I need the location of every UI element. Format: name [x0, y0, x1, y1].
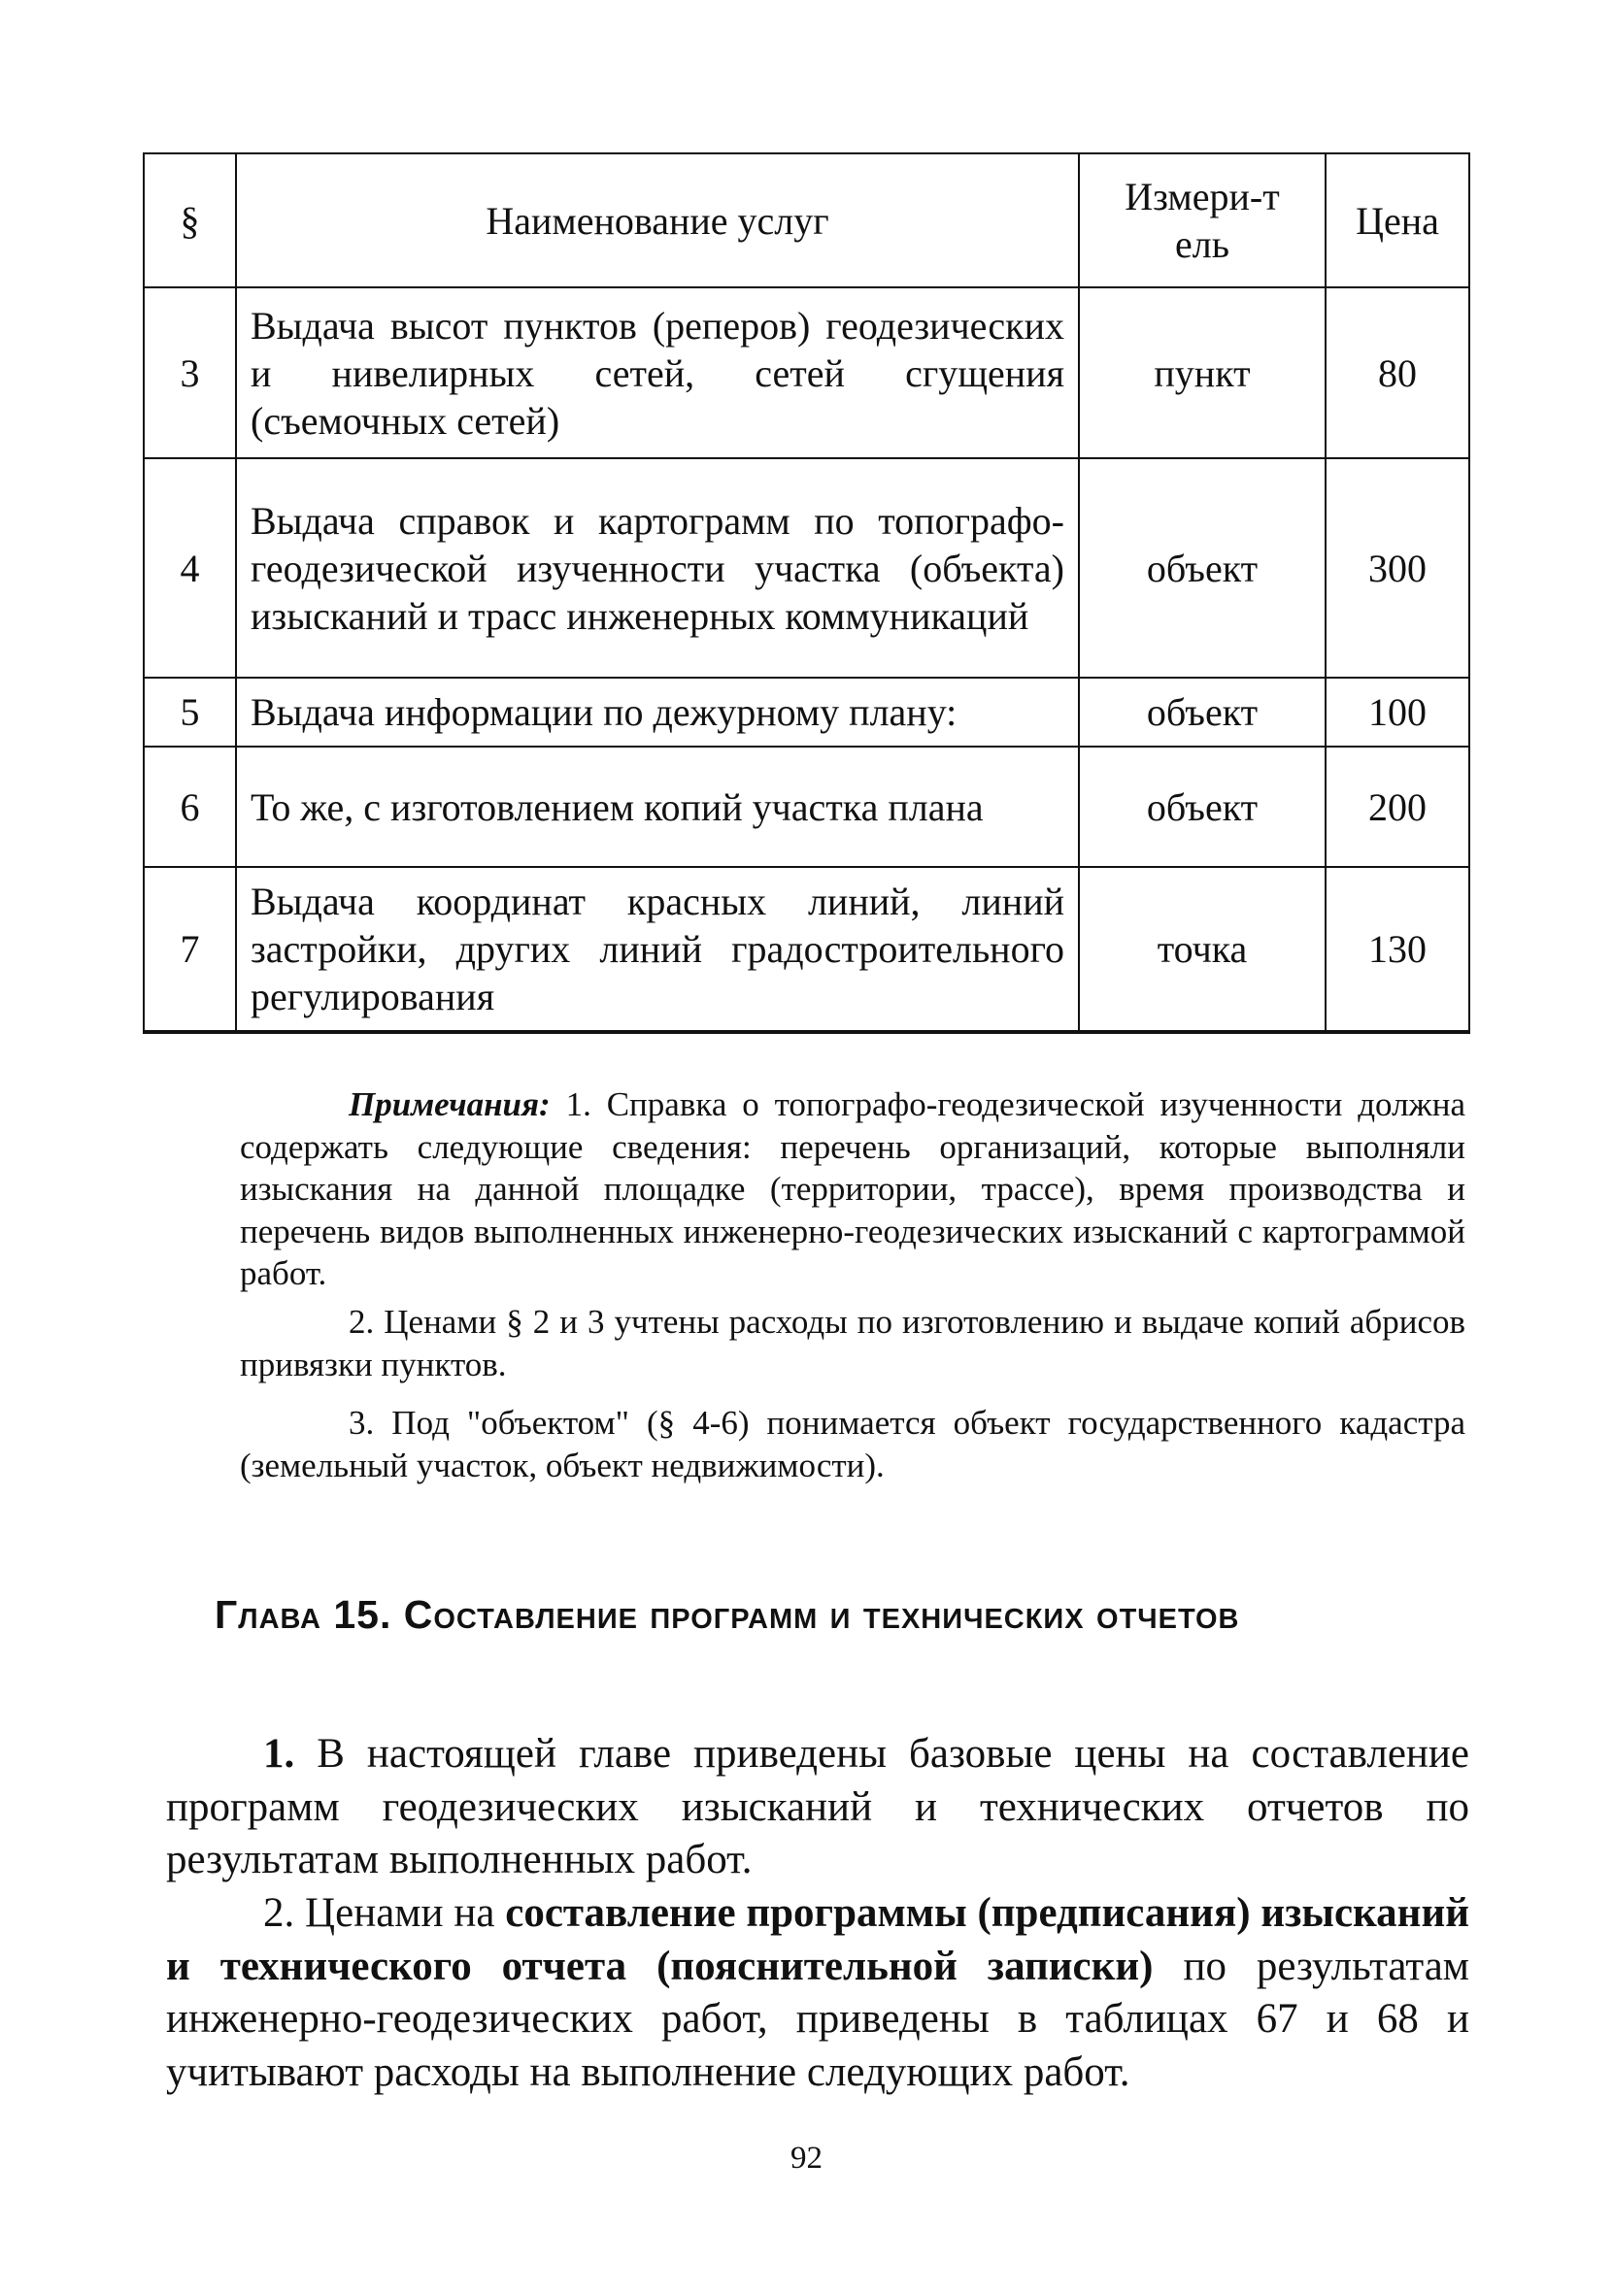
row-unit: точка	[1079, 867, 1326, 1032]
row-price: 80	[1326, 287, 1469, 458]
header-unit	[1079, 153, 1326, 287]
header-section: §	[144, 153, 236, 287]
note-1	[240, 1083, 1465, 1295]
row-unit: пункт	[1079, 287, 1326, 458]
row-price: 300	[1326, 458, 1469, 678]
table-row	[144, 867, 1469, 1032]
paragraph-1-number: 1.	[263, 1731, 295, 1777]
row-service-name: Выдача справок и картограмм по топографо-геодезической изученности участка (объекта) изысканий и трасс инженерных коммуникаций	[236, 458, 1079, 678]
table-header-row	[144, 153, 1469, 287]
chapter-heading: Глава 15. Составление программ и технических отчетов	[215, 1592, 1240, 1637]
table-row	[144, 287, 1469, 458]
table-row	[144, 458, 1469, 678]
paragraph-1	[166, 1728, 1469, 1887]
row-price: 130	[1326, 867, 1469, 1032]
row-service-name: Выдача высот пунктов (реперов) геодезических и нивелирных сетей, сетей сгущения (съемочных сетей)	[236, 287, 1079, 458]
note-1-text: 1. Справка о топографо-геодезической изученности должна содержать следующие сведения: перечень организаций, которые выполняли изыскания на данной площадке (территории, трассе), время производства и перечень видов выполненных инженерно-геодезических изысканий с картограммой работ.	[240, 1085, 1465, 1292]
header-unit-text: Измери-тель	[1125, 175, 1280, 266]
row-number: 5	[144, 678, 236, 747]
note-3	[240, 1402, 1465, 1486]
row-number: 3	[144, 287, 236, 458]
table-row	[144, 747, 1469, 867]
paragraph-2-end: по результатам инженерно-геодезических работ, приведены в таблицах 67 и 68 и учитывают расходы на выполнение следующих работ.	[166, 1943, 1470, 2095]
row-service-name: Выдача информации по дежурному плану:	[236, 678, 1079, 747]
note-3-text: 3. Под "объектом" (§ 4-6) понимается объект государственного кадастра (земельный участок, объект недвижимости).	[240, 1404, 1465, 1484]
paragraph-1-text: В настоящей главе приведены базовые цены на составление программ геодезических изысканий и технических отчетов по результатам выполненных работ.	[166, 1731, 1470, 1882]
note-2-text: 2. Ценами § 2 и 3 учтены расходы по изготовлению и выдаче копий абрисов привязки пунктов.	[240, 1303, 1465, 1383]
notes-title: Примечания:	[349, 1085, 551, 1123]
row-number: 4	[144, 458, 236, 678]
services-price-table	[143, 152, 1470, 1034]
row-price: 100	[1326, 678, 1469, 747]
paragraph-2-start: 2. Ценами на	[263, 1890, 495, 1936]
page-number: 92	[790, 2141, 823, 2176]
row-unit: объект	[1079, 458, 1326, 678]
row-number: 6	[144, 747, 236, 867]
paragraph-2-bold: составление программы (предписания) изысканий и технического отчета (пояснительной записки)	[166, 1890, 1469, 1989]
paragraph-2	[166, 1887, 1469, 2099]
row-unit: объект	[1079, 678, 1326, 747]
note-2	[240, 1301, 1465, 1385]
row-service-name: Выдача координат красных линий, линий застройки, других линий градостроительного регулирования	[236, 867, 1079, 1032]
header-service-name: Наименование услуг	[236, 153, 1079, 287]
row-price: 200	[1326, 747, 1469, 867]
row-unit: объект	[1079, 747, 1326, 867]
table-row	[144, 678, 1469, 747]
row-service-name: То же, с изготовлением копий участка плана	[236, 747, 1079, 867]
header-price: Цена	[1326, 153, 1469, 287]
row-number: 7	[144, 867, 236, 1032]
